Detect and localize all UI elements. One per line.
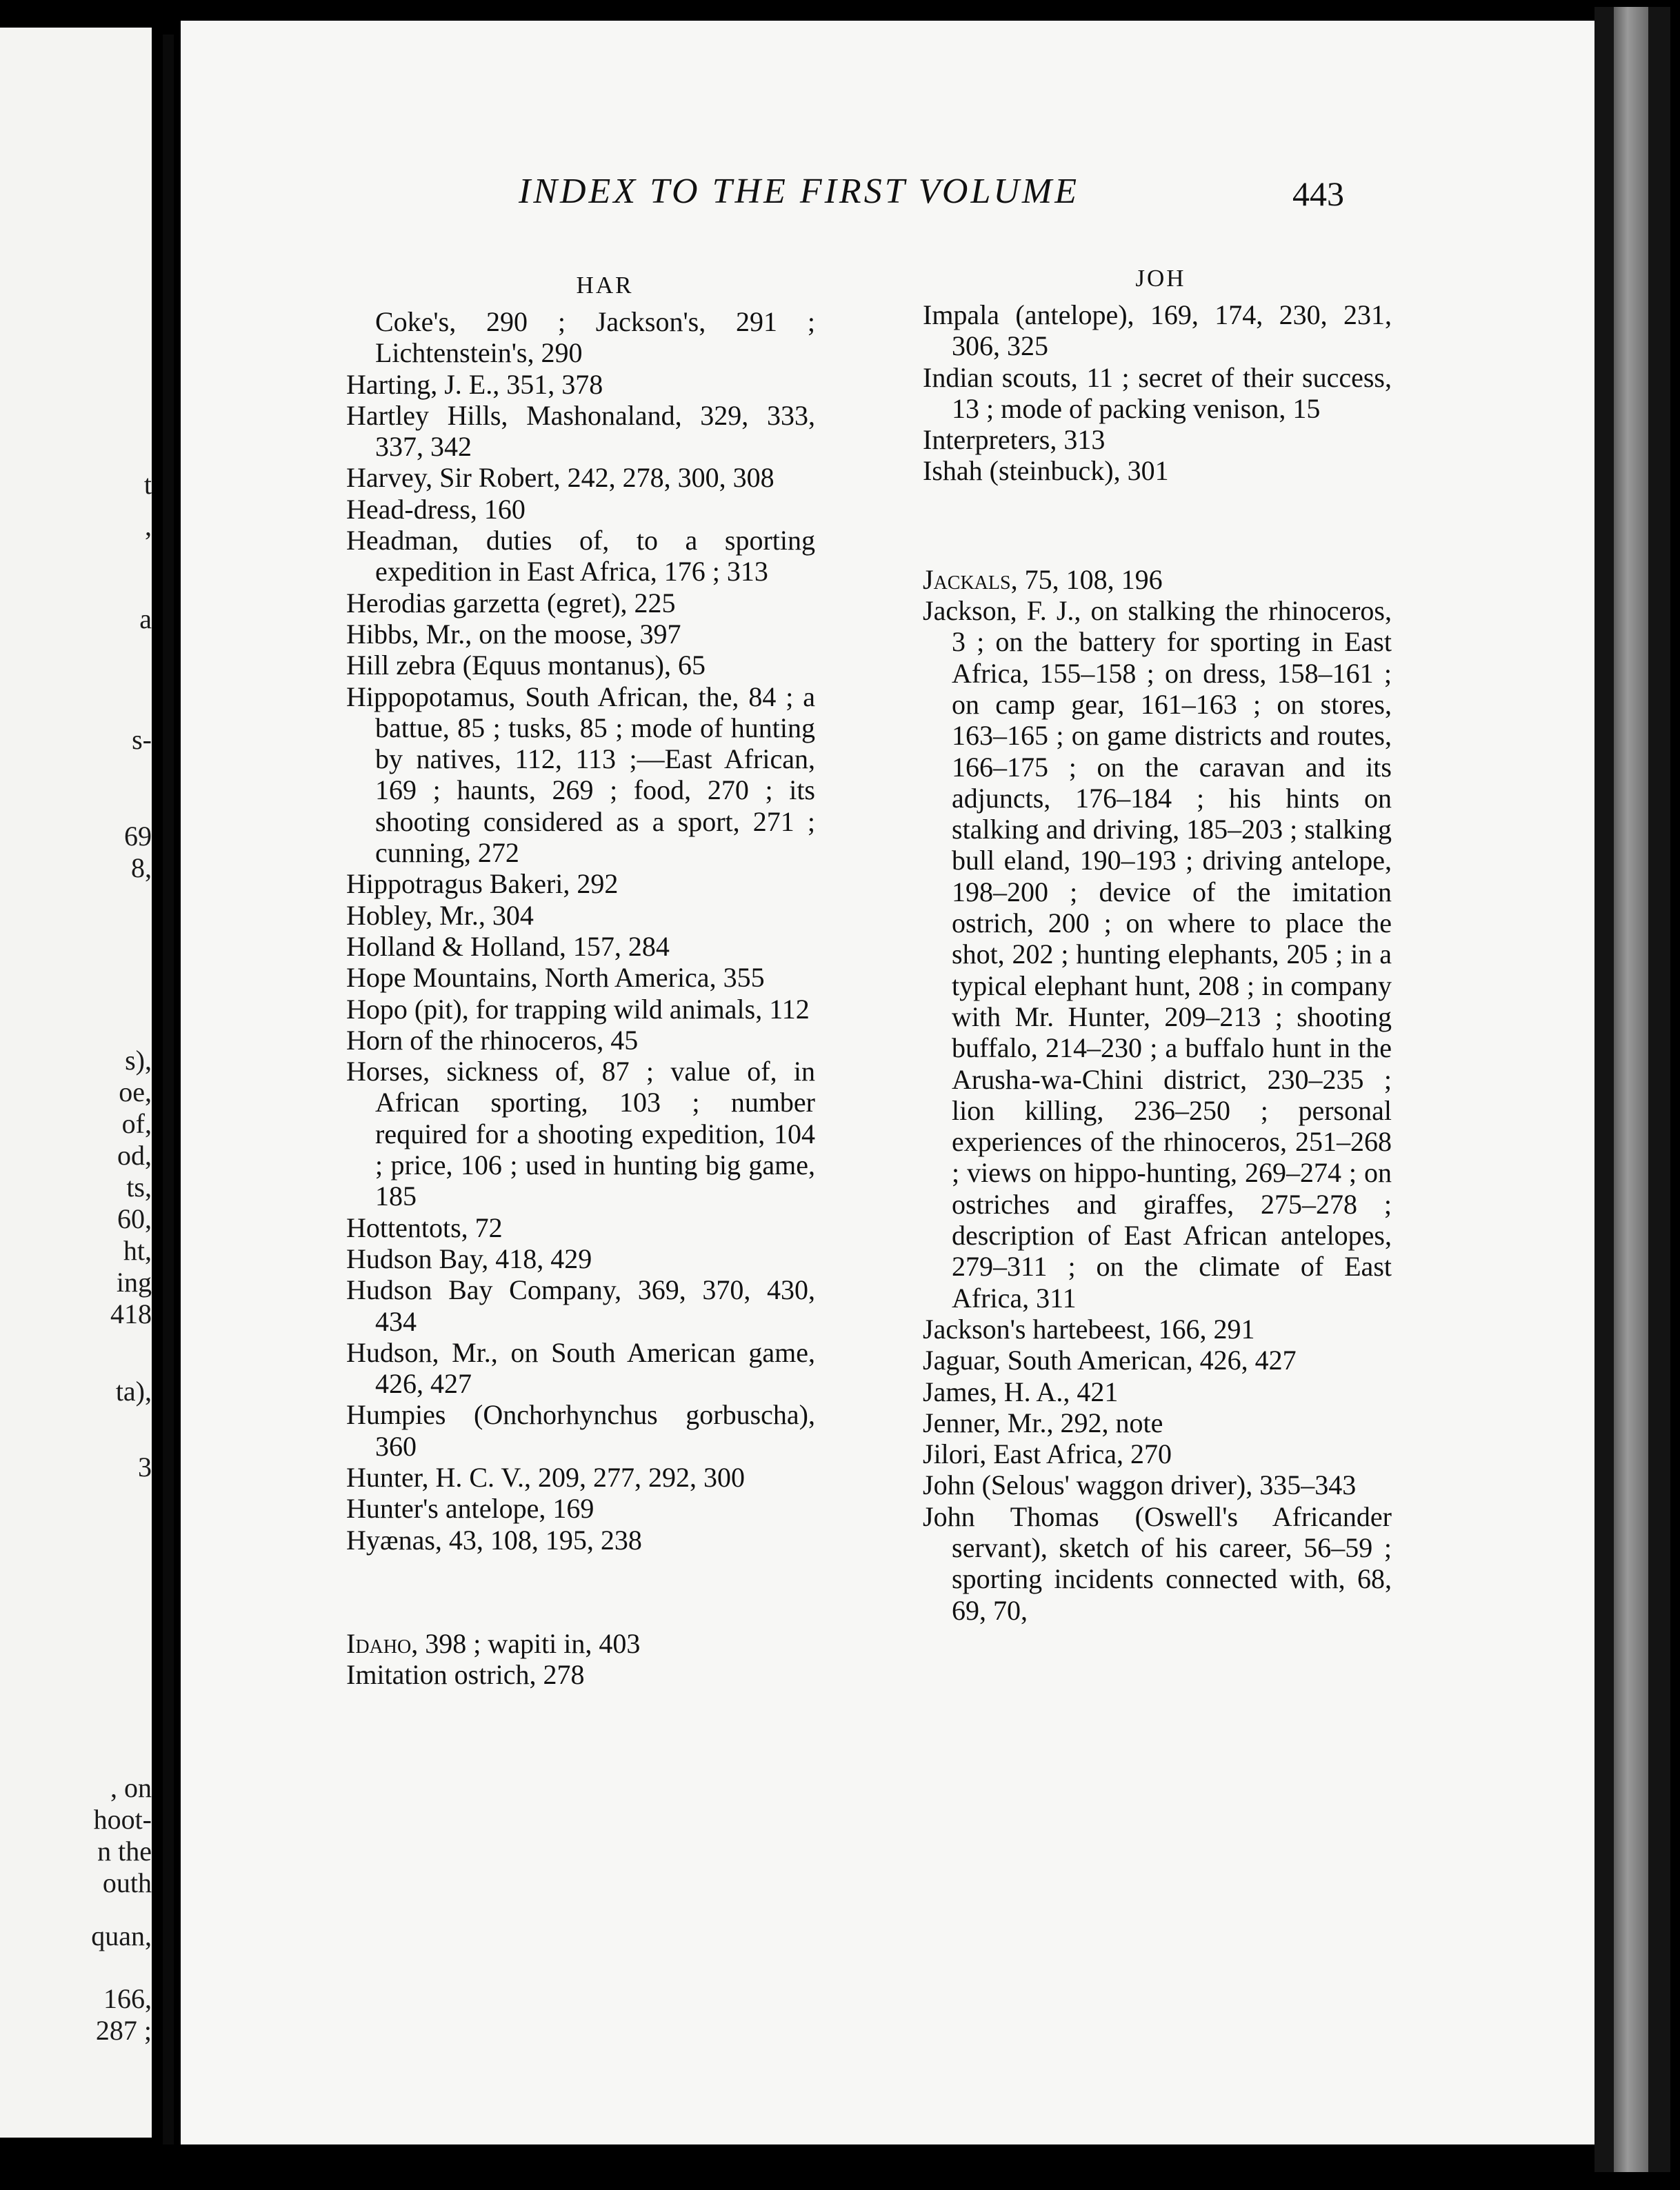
index-entry: Harvey, Sir Robert, 242, 278, 300, 308 — [346, 462, 774, 494]
entry-lead-word: Jackals — [923, 563, 1011, 595]
index-entry: James, H. A., 421 — [923, 1376, 1119, 1407]
facing-text-fragment: oe, — [119, 1076, 152, 1107]
facing-page — [0, 28, 152, 2138]
index-entry: Hill zebra (Equus montanus), 65 — [346, 650, 706, 681]
facing-text-fragment: 287 ; — [95, 2015, 152, 2046]
index-entry: Impala (antelope), 169, 174, 230, 231, 306, 325 — [923, 299, 1392, 362]
facing-text-fragment: ts, — [126, 1172, 152, 1203]
facing-text-fragment: ing — [116, 1267, 152, 1298]
facing-text-fragment: of, — [121, 1108, 152, 1139]
index-entry: Hudson, Mr., on South American game, 426, 427 — [346, 1336, 815, 1400]
index-entry: Harting, J. E., 351, 378 — [346, 368, 603, 400]
facing-text-fragment: 166, — [103, 1983, 152, 2014]
entry-list-h — [346, 306, 815, 1556]
index-entry: Herodias garzetta (egret), 225 — [346, 587, 676, 619]
index-entry: Horses, sickness of, 87 ; value of, in African sporting, 103 ; number required for a shooting expedition, 104 ; price, 106 ; used in hunting big game, 185 — [346, 1056, 815, 1212]
left-column — [346, 255, 815, 1690]
index-entry: Hartley Hills, Mashonaland, 329, 333, 337, 342 — [346, 399, 815, 463]
running-head: INDEX TO THE FIRST VOLUME — [519, 172, 1079, 211]
right-column — [923, 248, 1392, 1626]
entry-list-i — [346, 1628, 815, 1691]
entry-text: , 398 ; wapiti in, 403 — [411, 1627, 641, 1659]
facing-text-fragment: outh — [102, 1867, 152, 1898]
index-entry: Jackson's hartebeest, 166, 291 — [923, 1313, 1255, 1345]
book-spine — [163, 34, 174, 2144]
index-entry — [346, 1628, 815, 1659]
facing-text-fragment: , on — [110, 1772, 152, 1803]
facing-text-fragment: 69 — [124, 821, 152, 852]
index-entry: Humpies (Onchorhynchus gorbuscha), 360 — [346, 1399, 815, 1462]
entry-list-j — [923, 564, 1392, 1626]
index-entry: Headman, duties of, to a sporting expedition in East Africa, 176 ; 313 — [346, 525, 815, 587]
index-entry: Imitation ostrich, 278 — [346, 1659, 585, 1691]
index-entry: Jilori, East Africa, 270 — [923, 1438, 1172, 1470]
facing-text-fragment: od, — [117, 1140, 152, 1171]
facing-text-fragment: , — [145, 510, 152, 541]
facing-text-fragment: hoot- — [93, 1804, 152, 1835]
index-entry: Jackson, F. J., on stalking the rhinoceros, 3 ; on the battery for sporting in East Africa, 155–158 ; on dress, 158–161 ; on camp gear, 161–163 ; on stores, 163–165 ; on game districts and routes, 166–175 ; on the caravan and its adjuncts, 176–184 ; his hints on stalking and driving, 185–203 ; stalking bull eland, 190–193 ; driving antelope, 198–200 ; device of the imitation ostrich, 200 ; on where to place the shot, 202 ; hunting elephants, 205 ; in a typical elephant hunt, 208 ; in company with Mr. Hunter, 209–213 ; shooting buffalo, 214–230 ; a buffalo hunt in the Arusha-wa-Chini district, 230–235 ; lion killing, 236–250 ; personal experiences of the rhinoceros, 251–268 ; views on hippo-hunting, 269–274 ; on ostriches and giraffes, 275–278 ; description of East African antelopes, 279–311 ; on the climate of East Africa, 311 — [923, 595, 1392, 1314]
entry-lead-word: Idaho — [346, 1627, 412, 1659]
index-page — [181, 21, 1594, 2144]
facing-text-fragment: n the — [97, 1836, 152, 1867]
index-entry: Jenner, Mr., 292, note — [923, 1407, 1163, 1438]
page-stack-edge — [1594, 7, 1670, 2172]
index-entry: Hippopotamus, South African, the, 84 ; a battue, 85 ; tusks, 85 ; mode of hunting by natives, 112, 113 ;—East African, 169 ; haunts, 269 ; food, 270 ; its shooting considered as a sport, 271 ; cunning, 272 — [346, 681, 815, 869]
facing-text-fragment: 418 — [110, 1298, 152, 1329]
facing-text-fragment: ht, — [123, 1235, 152, 1266]
facing-text-fragment: 3 — [138, 1451, 152, 1483]
catchword: HAR — [576, 272, 634, 299]
entry-text: , 75, 108, 196 — [1010, 563, 1163, 595]
index-entry: Hunter, H. C. V., 209, 277, 292, 300 — [346, 1461, 746, 1493]
index-entry: Hobley, Mr., 304 — [346, 899, 534, 931]
index-entry: Hunter's antelope, 169 — [346, 1493, 594, 1525]
index-entry: Hope Mountains, North America, 355 — [346, 962, 765, 994]
letter-gap — [923, 487, 1392, 564]
entry-list-i-cont — [923, 299, 1392, 487]
index-entry: Ishah (steinbuck), 301 — [923, 455, 1169, 487]
index-entry: Horn of the rhinoceros, 45 — [346, 1024, 639, 1056]
facing-text-fragment: quan, — [91, 1920, 152, 1951]
facing-text-fragment: 8, — [131, 852, 152, 883]
index-entry: John Thomas (Oswell's Africander servant), sketch of his career, 56–59 ; sporting incidents connected with, 68, 69, 70, — [923, 1500, 1392, 1626]
index-entry: Jaguar, South American, 426, 427 — [923, 1345, 1297, 1376]
facing-text-fragment: t — [143, 469, 152, 500]
index-entry: Interpreters, 313 — [923, 424, 1106, 456]
index-entry: Hudson Bay, 418, 429 — [346, 1243, 592, 1274]
facing-text-fragment: 60, — [117, 1203, 152, 1234]
catchword: JOH — [1135, 265, 1186, 292]
facing-text-fragment: s), — [125, 1045, 152, 1076]
index-entry: Hibbs, Mr., on the moose, 397 — [346, 618, 681, 650]
index-entry: Hippotragus Bakeri, 292 — [346, 868, 619, 900]
index-entry: Hudson Bay Company, 369, 370, 430, 434 — [346, 1274, 815, 1337]
index-entry — [923, 564, 1392, 595]
index-entry: Hyænas, 43, 108, 195, 238 — [346, 1524, 642, 1556]
page-number: 443 — [1292, 174, 1344, 213]
index-entry: Hottentots, 72 — [346, 1212, 503, 1243]
facing-text-fragment: ta), — [115, 1376, 152, 1407]
index-entry: Coke's, 290 ; Jackson's, 291 ; Lichtenstein's, 290 — [375, 306, 815, 369]
facing-text-fragment: a — [139, 603, 152, 634]
index-entry: Holland & Holland, 157, 284 — [346, 930, 670, 962]
index-entry: Hopo (pit), for trapping wild animals, 112 — [346, 993, 810, 1025]
page-edge-highlight — [1614, 7, 1648, 2172]
index-entry: Head-dress, 160 — [346, 493, 526, 525]
letter-gap — [346, 1556, 815, 1628]
index-entry: John (Selous' waggon driver), 335–343 — [923, 1469, 1357, 1501]
index-entry: Indian scouts, 11 ; secret of their success, 13 ; mode of packing venison, 15 — [923, 361, 1392, 424]
facing-text-fragment: s- — [132, 724, 152, 755]
